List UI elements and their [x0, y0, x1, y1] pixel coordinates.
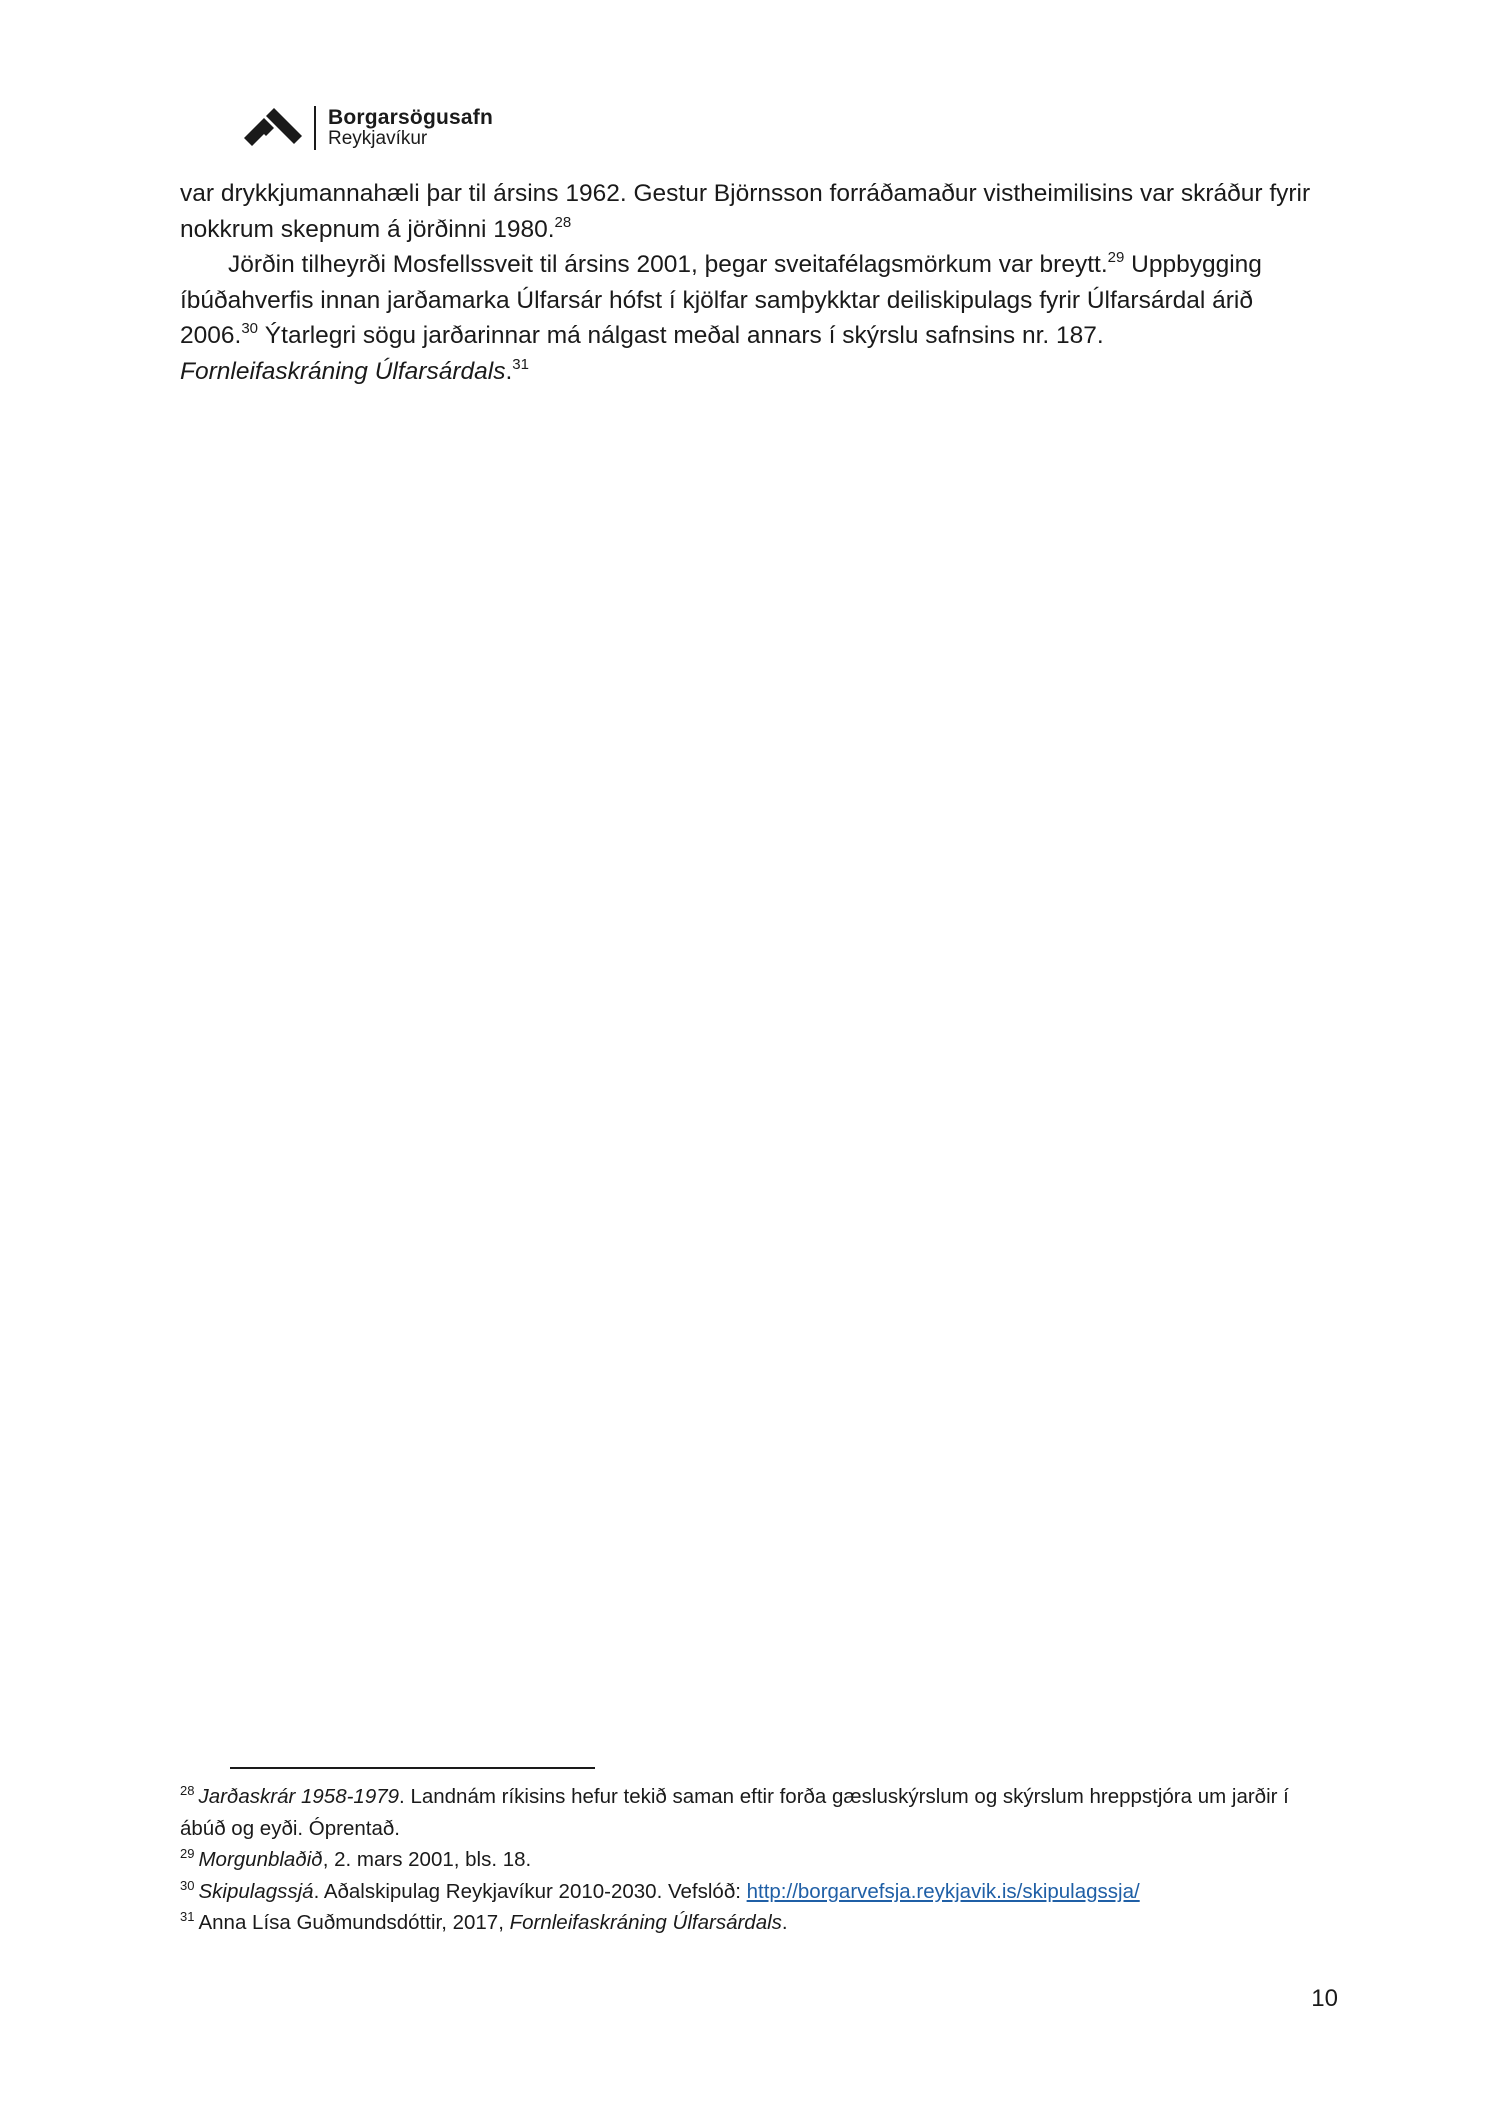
footnote-text: . Landnám ríkisins hefur tekið saman eftir forða gæsluskýrslum og skýrslum hreppstjóra um jarðir í ábúð og eyði. Óprentað.	[180, 1785, 1289, 1840]
footnote-29	[180, 1844, 1340, 1876]
paragraph-2-text-b: Uppbygging íbúðahverfis innan jarðamarka Úlfarsár hófst í kjölfar samþykktar deiliskipulags fyrir Úlfarsárdal árið 2006.	[180, 251, 1262, 349]
footnote-31	[180, 1907, 1340, 1939]
footnote-title: Morgunblaðið	[198, 1848, 323, 1871]
header-logo	[244, 100, 493, 156]
paragraph-2-text-a: Jörðin tilheyrði Mosfellssveit til ársins 2001, þegar sveitafélagsmörkum var breytt.	[228, 251, 1108, 278]
footnote-link[interactable]: http://borgarvefsja.reykjavik.is/skipulagssja/	[746, 1879, 1140, 1903]
footnote-ref-28[interactable]: 28	[554, 213, 572, 231]
footnote-text: . Aðalskipulag Reykjavíkur 2010-2030. Vefslóð:	[313, 1879, 747, 1903]
logo-subtitle: Reykjavíkur	[328, 128, 428, 150]
footnote-text: , 2. mars 2001, bls. 18.	[322, 1848, 532, 1871]
body-text	[180, 176, 1330, 389]
footnote-title: Fornleifaskráning Úlfarsárdals	[509, 1911, 782, 1934]
footnote-tail: .	[781, 1911, 788, 1934]
footnote-text: Anna Lísa Guðmundsdóttir, 2017,	[198, 1911, 510, 1934]
footnote-number: 29	[180, 1846, 195, 1861]
report-title: Fornleifaskráning Úlfarsárdals	[180, 357, 506, 385]
logo-name: Borgarsögusafn	[328, 106, 493, 129]
paragraph-2-text-c: Ýtarlegri sögu jarðarinnar má nálgast meðal annars í skýrslu safnsins nr. 187.	[258, 322, 1104, 349]
paragraph-2-tail: .	[505, 357, 513, 385]
footnote-title: Skipulagssjá	[198, 1879, 314, 1903]
page-number: 10	[1311, 1985, 1338, 2012]
footnote-number: 31	[180, 1909, 195, 1924]
logo-divider	[314, 106, 316, 150]
footnote-title: Jarðaskrár 1958-1979	[198, 1785, 400, 1808]
footnote-number: 28	[180, 1783, 195, 1798]
footnote-ref-29[interactable]: 29	[1107, 249, 1125, 266]
logo-icon	[244, 106, 302, 150]
paragraph-1-text: var drykkjumannahæli þar til ársins 1962. Gestur Björnsson forráðamaður vistheimilisins var skráður fyrir nokkrum skepnum á jörðinni 1980.	[180, 180, 1311, 243]
footnotes	[180, 1781, 1340, 1939]
paragraph-2	[180, 247, 1330, 389]
logo-text	[328, 107, 493, 149]
footnote-ref-31[interactable]: 31	[512, 355, 529, 373]
footnote-30	[180, 1876, 1340, 1908]
paragraph-1	[180, 176, 1330, 247]
footnote-28	[180, 1781, 1340, 1844]
footnote-number: 30	[180, 1877, 195, 1893]
footnote-separator	[230, 1767, 595, 1769]
footnote-ref-30[interactable]: 30	[241, 320, 258, 337]
